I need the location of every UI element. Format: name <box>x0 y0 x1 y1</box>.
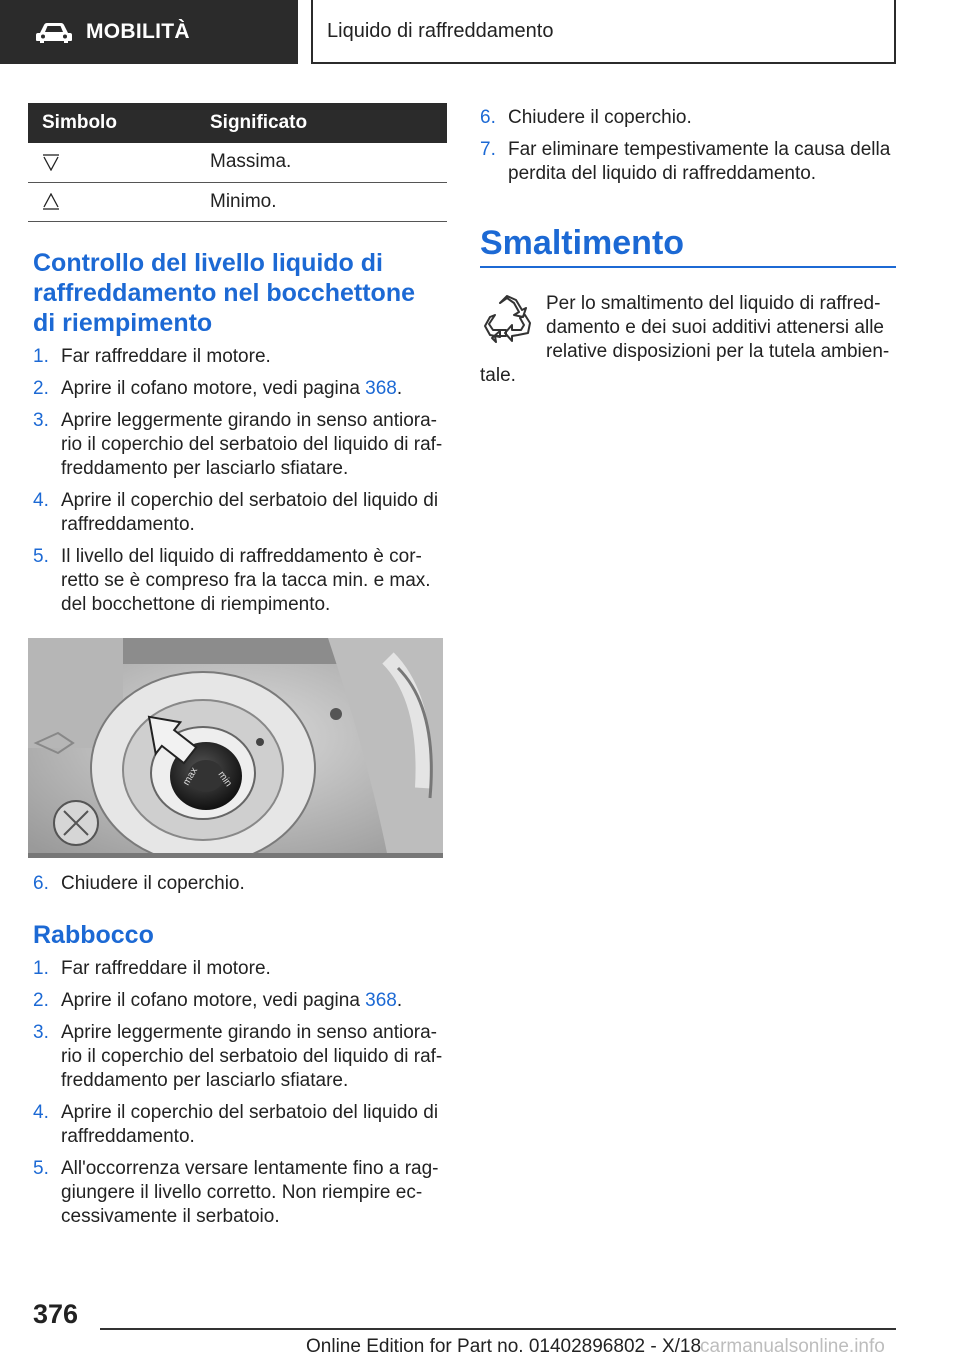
list-item: 1. Far raffreddare il motore. <box>33 958 271 979</box>
table-cell-meaning: Massima. <box>210 143 447 182</box>
check-section <box>33 248 447 625</box>
section-tab[interactable] <box>0 0 298 64</box>
max-label: max <box>181 765 201 788</box>
car-icon <box>34 20 74 44</box>
chapter-title <box>311 0 896 64</box>
check-steps <box>33 345 447 617</box>
heading-rule <box>480 266 896 268</box>
topup-section <box>33 920 447 1237</box>
table-row <box>28 182 447 221</box>
list-item: 3. Aprire leggermente girando in senso antiora- rio il coperchio del serbatoio del liquido di raf- freddamento per lasciarlo sfiatare. <box>33 410 443 479</box>
topup-continued <box>480 106 896 194</box>
list-item: 1. Far raffreddare il motore. <box>33 346 271 367</box>
list-item: 2. Aprire il cofano motore, vedi pagina 368. <box>33 378 403 399</box>
list-item: 3. Aprire leggermente girando in senso antiora- rio il coperchio del serbatoio del liquido di raf- freddamento per lasciarlo sfiatare. <box>33 1022 443 1091</box>
table-header-meaning: Significato <box>210 103 447 143</box>
table-header-row <box>28 103 447 143</box>
disposal-section <box>480 222 896 264</box>
watermark: carmanualsonline.info <box>700 1336 885 1357</box>
list-item: 2. Aprire il cofano motore, vedi pagina 368. <box>33 990 403 1011</box>
check-heading: Controllo del livello liquido di raffreddamento nel bocchettone di riempimento <box>33 249 415 337</box>
table-row <box>28 143 447 182</box>
topup-heading: Rabbocco <box>33 921 154 949</box>
min-label: min <box>215 769 234 789</box>
max-mark-icon <box>42 153 60 171</box>
footer-rule <box>100 1328 896 1330</box>
list-item: 5. All'occorrenza versare lentamente fino a rag- giungere il livello corretto. Non riempire ec- cessivamente il serbatoio. <box>33 1158 439 1227</box>
disposal-text: Per lo smaltimento del liquido di raffred- damento e dei suoi additivi attenersi alle relative disposizioni per la tutela ambien- tale. <box>480 293 890 386</box>
page-number: 376 <box>33 1299 79 1329</box>
page-link[interactable]: 368 <box>365 990 397 1011</box>
list-item: 4. Aprire il coperchio del serbatoio del liquido di raffreddamento. <box>33 1102 439 1147</box>
min-mark-icon <box>42 193 60 211</box>
page-link[interactable]: 368 <box>365 378 397 399</box>
list-item: 7. Far eliminare tempestivamente la causa della perdita del liquido di raffreddamento. <box>480 139 891 184</box>
table-header-symbol: Simbolo <box>28 103 210 143</box>
topup-steps <box>33 957 447 1229</box>
symbol-table <box>28 103 447 222</box>
list-item: 6. Chiudere il coperchio. <box>480 107 692 128</box>
edition-note: Online Edition for Part no. 01402896802 - X/18 <box>306 1336 702 1357</box>
list-item: 4. Aprire il coperchio del serbatoio del liquido di raffreddamento. <box>33 490 439 535</box>
disposal-heading: Smaltimento <box>480 224 685 262</box>
coolant-tank-photo <box>28 638 443 858</box>
list-item: 6. Chiudere il coperchio. <box>33 873 245 894</box>
table-cell-meaning: Minimo. <box>210 182 447 221</box>
section-name: MOBILITÀ <box>86 20 190 43</box>
check-step-6 <box>33 872 447 904</box>
list-item: 5. Il livello del liquido di raffreddamento è cor- retto se è compreso fra la tacca min. e max. del bocchettone di riempimento. <box>33 546 431 615</box>
chapter-title-text: Liquido di raffreddamento <box>327 19 554 42</box>
